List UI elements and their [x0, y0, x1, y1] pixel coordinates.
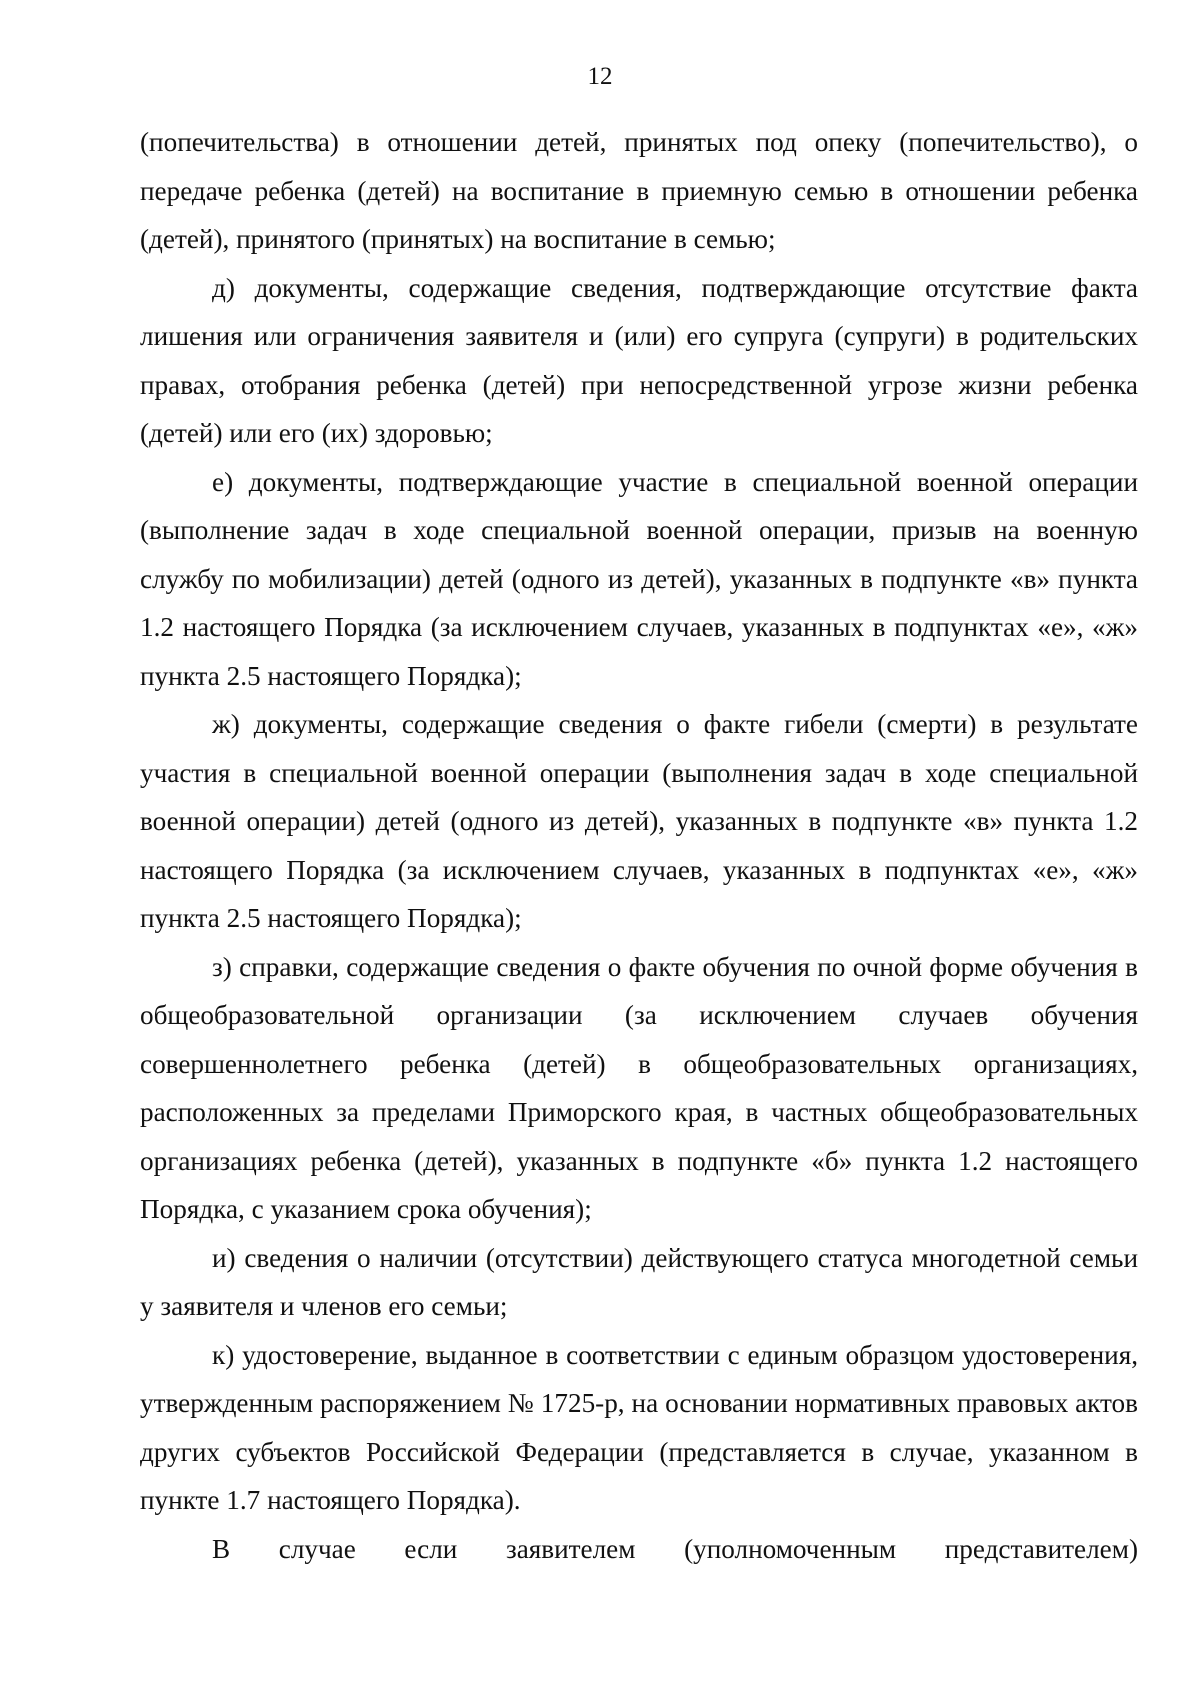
paragraph-item-d: д) документы, содержащие сведения, подтверждающие отсутствие факта лишения или ограничения заявителя и (или) его супруга (супруги) в родительских правах, отобрания ребенка (детей) при непосредственной угрозе жизни ребенка (детей) или его (их) здоровью; — [140, 272, 1138, 448]
paragraph-item-i: и) сведения о наличии (отсутствии) действующего статуса многодетной семьи у заявителя и членов его семьи; — [140, 1242, 1138, 1321]
paragraph-item-k: к) удостоверение, выданное в соответствии с единым образцом удостоверения, утвержденным распоряжением № 1725-р, на основании нормативных правовых актов других субъектов Российской Федерации (представляется в случае, указанном в пункте 1.7 настоящего Порядка). — [140, 1339, 1138, 1515]
paragraph-item-zh: ж) документы, содержащие сведения о факте гибели (смерти) в результате участия в специальной военной операции (выполнения задач в ходе специальной военной операции) детей (одного из детей), указанных в подпункте «в» пункта 1.2 настоящего Порядка (за исключением случаев, указанных в подпунктах «е», «ж» пункта 2.5 настоящего Порядка); — [140, 709, 1138, 933]
page-number: 12 — [587, 63, 613, 90]
paragraph-final: В случае если заявителем (уполномоченным представителем) — [212, 1533, 1138, 1564]
paragraph-item-e: е) документы, подтверждающие участие в специальной военной операции (выполнение задач в ходе специальной военной операции, призыв на военную службу по мобилизации) детей (одного из детей), указанных в подпункте «в» пункта 1.2 настоящего Порядка (за исключением случаев, указанных в подпунктах «е», «ж» пункта 2.5 настоящего Порядка); — [140, 466, 1138, 691]
paragraph-continuation: (попечительства) в отношении детей, принятых под опеку (попечительство), о передаче ребенка (детей) на воспитание в приемную семью в отношении ребенка (детей), принятого (принятых) на воспитание в семью; — [140, 127, 1138, 254]
document-body — [140, 118, 1138, 1573]
paragraph-item-z: з) справки, содержащие сведения о факте обучения по очной форме обучения в общеобразовательной организации (за исключением случаев обучения совершеннолетнего ребенка (детей) в общеобразовательных организациях, расположенных за пределами Приморского края, в частных общеобразовательных организациях ребенка (детей), указанных в подпункте «б» пункта 1.2 настоящего Порядка, с указанием срока обучения); — [140, 951, 1138, 1224]
